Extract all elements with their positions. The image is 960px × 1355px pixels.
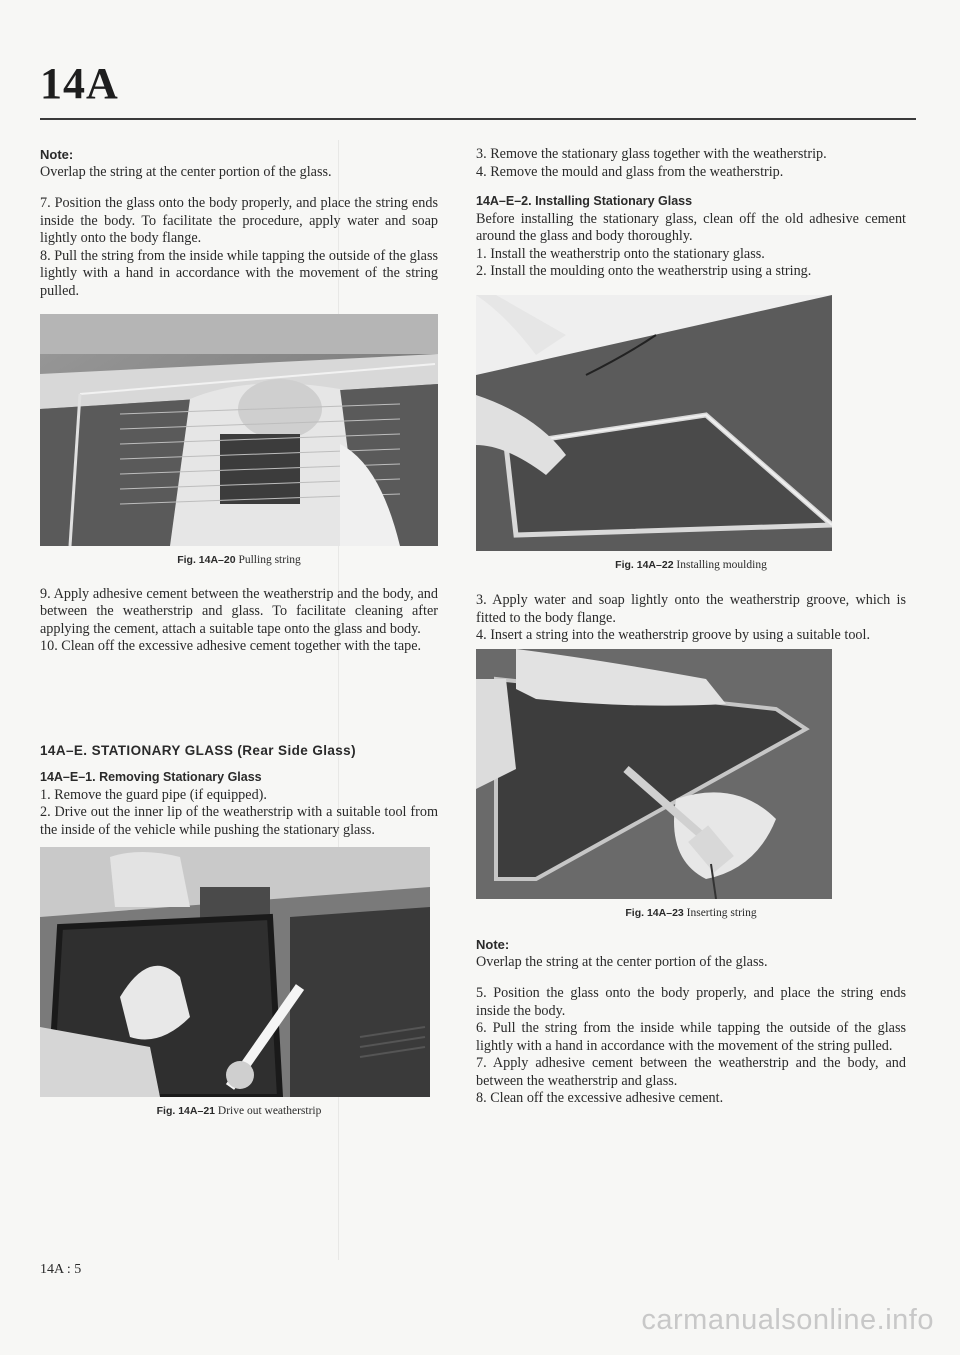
- step-10: 10. Clean off the excessive adhesive cement together with the tape.: [40, 638, 422, 654]
- installing-moulding-illustration: [476, 295, 832, 551]
- note-text: Overlap the string at the center portion of the glass.: [40, 163, 332, 180]
- figure-23-photo: [476, 649, 832, 899]
- figure-21-title: Drive out weatherstrip: [217, 1105, 322, 1117]
- step-7: 7. Position the glass onto the body properly, and place the string ends inside the body. To facilitate the procedure, apply water and soap lightly onto the body flange.: [40, 195, 438, 246]
- install-step-7: 7. Apply adhesive cement between the weatherstrip and the body, and between the weatherstrip and glass.: [476, 1055, 906, 1089]
- section-heading: 14A–E. STATIONARY GLASS (Rear Side Glass): [40, 742, 356, 758]
- install-step-1: 1. Install the weatherstrip onto the stationary glass.: [476, 245, 765, 262]
- figure-20-photo: [40, 314, 438, 546]
- section-header: 14A: [40, 59, 119, 108]
- subsection-heading-installing: 14A–E–2. Installing Stationary Glass: [476, 194, 693, 208]
- note-label: Note:: [40, 147, 74, 162]
- removal-step-4: 4. Remove the mould and glass from the weatherstrip.: [476, 163, 784, 180]
- figure-23-title: Inserting string: [686, 906, 757, 919]
- inserting-string-illustration: [476, 649, 832, 899]
- figure-22-number: Fig. 14A–22: [615, 558, 674, 571]
- note-label-2: Note:: [476, 937, 510, 952]
- figure-21-number: Fig. 14A–21: [156, 1105, 216, 1117]
- right-column: [476, 146, 906, 1108]
- watermark: carmanualsonline.info: [641, 1304, 934, 1336]
- figure-20-number: Fig. 14A–20: [177, 554, 236, 566]
- page-number: 14A : 5: [40, 1262, 82, 1277]
- figure-22-title: Installing moulding: [676, 558, 767, 571]
- figure-21-photo: [40, 847, 430, 1097]
- figure-21-caption: [40, 1103, 438, 1121]
- figure-22-caption: [476, 557, 906, 575]
- install-step-5: 5. Position the glass onto the body properly, and place the string ends inside the body.: [476, 985, 906, 1019]
- pulling-string-illustration: [40, 314, 438, 546]
- figure-20-title: Pulling string: [238, 554, 301, 566]
- removal-step-2: 2. Drive out the inner lip of the weatherstrip with a suitable tool from the inside of the vehicle while pushing the stationary glass.: [40, 804, 438, 838]
- note-text-2: Overlap the string at the center portion of the glass.: [476, 953, 768, 970]
- figure-22-photo: [476, 295, 832, 551]
- removal-step-1: 1. Remove the guard pipe (if equipped).: [40, 786, 267, 803]
- install-step-3: 3. Apply water and soap lightly onto the weatherstrip groove, which is fitted to the body flange.: [476, 592, 906, 626]
- install-step-6: 6. Pull the string from the inside while tapping the outside of the glass lightly with a hand in accordance with the movement of the string pulled.: [476, 1020, 906, 1054]
- step-8: 8. Pull the string from the inside while tapping the outside of the glass lightly with a hand in accordance with the movement of the string pulled.: [40, 247, 438, 299]
- removal-step-3: 3. Remove the stationary glass together with the weatherstrip.: [476, 146, 827, 162]
- figure-23-caption: [476, 905, 906, 923]
- subsection-heading-removing: 14A–E–1. Removing Stationary Glass: [40, 770, 262, 784]
- figure-20-caption: [40, 552, 438, 570]
- drive-out-weatherstrip-illustration: [40, 847, 430, 1097]
- header-rule: [40, 118, 916, 120]
- install-step-8: 8. Clean off the excessive adhesive cement.: [476, 1090, 724, 1106]
- install-step-4: 4. Insert a string into the weatherstrip groove by using a suitable tool.: [476, 627, 871, 643]
- installing-intro: Before installing the stationary glass, clean off the old adhesive cement around the glass and body thoroughly.: [476, 210, 906, 244]
- left-column: [40, 146, 438, 1121]
- step-9: 9. Apply adhesive cement between the weatherstrip and the body, and between the weatherstrip and glass. To facilitate cleaning after applying the cement, attach a suitable tape onto the glass and body.: [40, 585, 438, 637]
- install-step-2: 2. Install the moulding onto the weatherstrip using a string.: [476, 263, 812, 279]
- figure-23-number: Fig. 14A–23: [625, 906, 684, 919]
